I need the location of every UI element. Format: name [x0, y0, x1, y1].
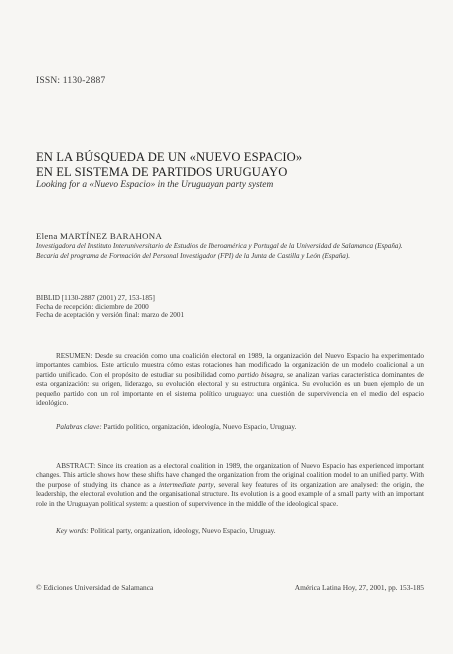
received-date: Fecha de recepción: diciembre de 2000 [36, 302, 149, 311]
article-title [36, 150, 426, 180]
key-words [56, 527, 424, 535]
article-subtitle: Looking for a «Nuevo Espacio» in the Uruguayan party system [36, 180, 274, 190]
abstract-text-b: , several key features of its organization are analysed: the origin, the leadership, the electoral evolution and the organisational structure. Its evolution is a good example of a small party with an important role in the Uruguayan political system: a question of supervivence in the middle of the ideological space. [36, 480, 424, 508]
footer-publisher: © Ediciones Universidad de Salamanca [36, 583, 154, 592]
author-affiliation: Investigadora del Instituto Interuniversitario de Estudios de Iberoamérica y Portugal de la Universidad de Salamanca (España). Becaria del programa de Formación del Personal Investigador (FPI) de la Junta de Castilla y León (España). [36, 242, 403, 260]
palabras-clave [56, 423, 424, 431]
resumen-label: RESUMEN: [56, 352, 93, 360]
abstract-emphasis: intermediate party [159, 480, 214, 489]
biblid: BIBLID [1130-2887 (2001) 27, 153-185] [36, 294, 155, 302]
issn: ISSN: 1130-2887 [36, 76, 106, 86]
title-line-2: EN EL SISTEMA DE PARTIDOS URUGUAYO [36, 165, 288, 179]
title-line-1: EN LA BÚSQUEDA DE UN «NUEVO ESPACIO» [36, 150, 303, 164]
accepted-date: Fecha de aceptación y versión final: marzo de 2001 [36, 311, 185, 320]
palabras-clave-label: Palabras clave: [56, 423, 102, 431]
abstract-label: ABSTRACT: [56, 462, 96, 470]
bibliographic-info [36, 294, 424, 320]
key-words-text: Political party, organization, ideology, Nuevo Espacio, Uruguay. [90, 527, 276, 535]
resumen-text-a: Desde su creación como una coalición electoral en 1989, la organización del Nuevo Espacio ha experimentado importantes cambios. Este artículo muestra cómo estas rotaciones han modificado la organización de un modelo coalicional a un partido unificado. Con el propósito de estudiar su posibilidad como [36, 352, 424, 379]
resumen-section [36, 352, 424, 408]
resumen-text-b: , se analizan varias característica dominantes de esta organización: su origen, liderazgo, su evolución electoral y su estructura orgánica. Su evolución es un buen ejemplo de un pequeño partido con un rol importante en el sistema político uruguayo: una cuestión de supervivencia en el medio del espacio ideológico. [36, 370, 424, 408]
key-words-label: Key words: [56, 527, 89, 535]
abstract-text-a: Since its creation as a electoral coalition in 1989, the organization of Nuevo Espacio has experienced important changes. This article shows how these shifts have changed the organization from the original coalition model to an unified party. With the purpose of studying its chance as a [36, 462, 425, 489]
author-name: Elena MARTÍNEZ BARAHONA [36, 231, 163, 241]
palabras-clave-text: Partido político, organización, ideología, Nuevo Espacio, Uruguay. [103, 423, 297, 431]
abstract-paragraph [36, 462, 424, 509]
footer-citation: América Latina Hoy, 27, 2001, pp. 153-185 [294, 583, 424, 592]
resumen-emphasis: partido bisagra [237, 370, 283, 379]
abstract-section [36, 462, 424, 509]
resumen-paragraph [36, 352, 424, 408]
